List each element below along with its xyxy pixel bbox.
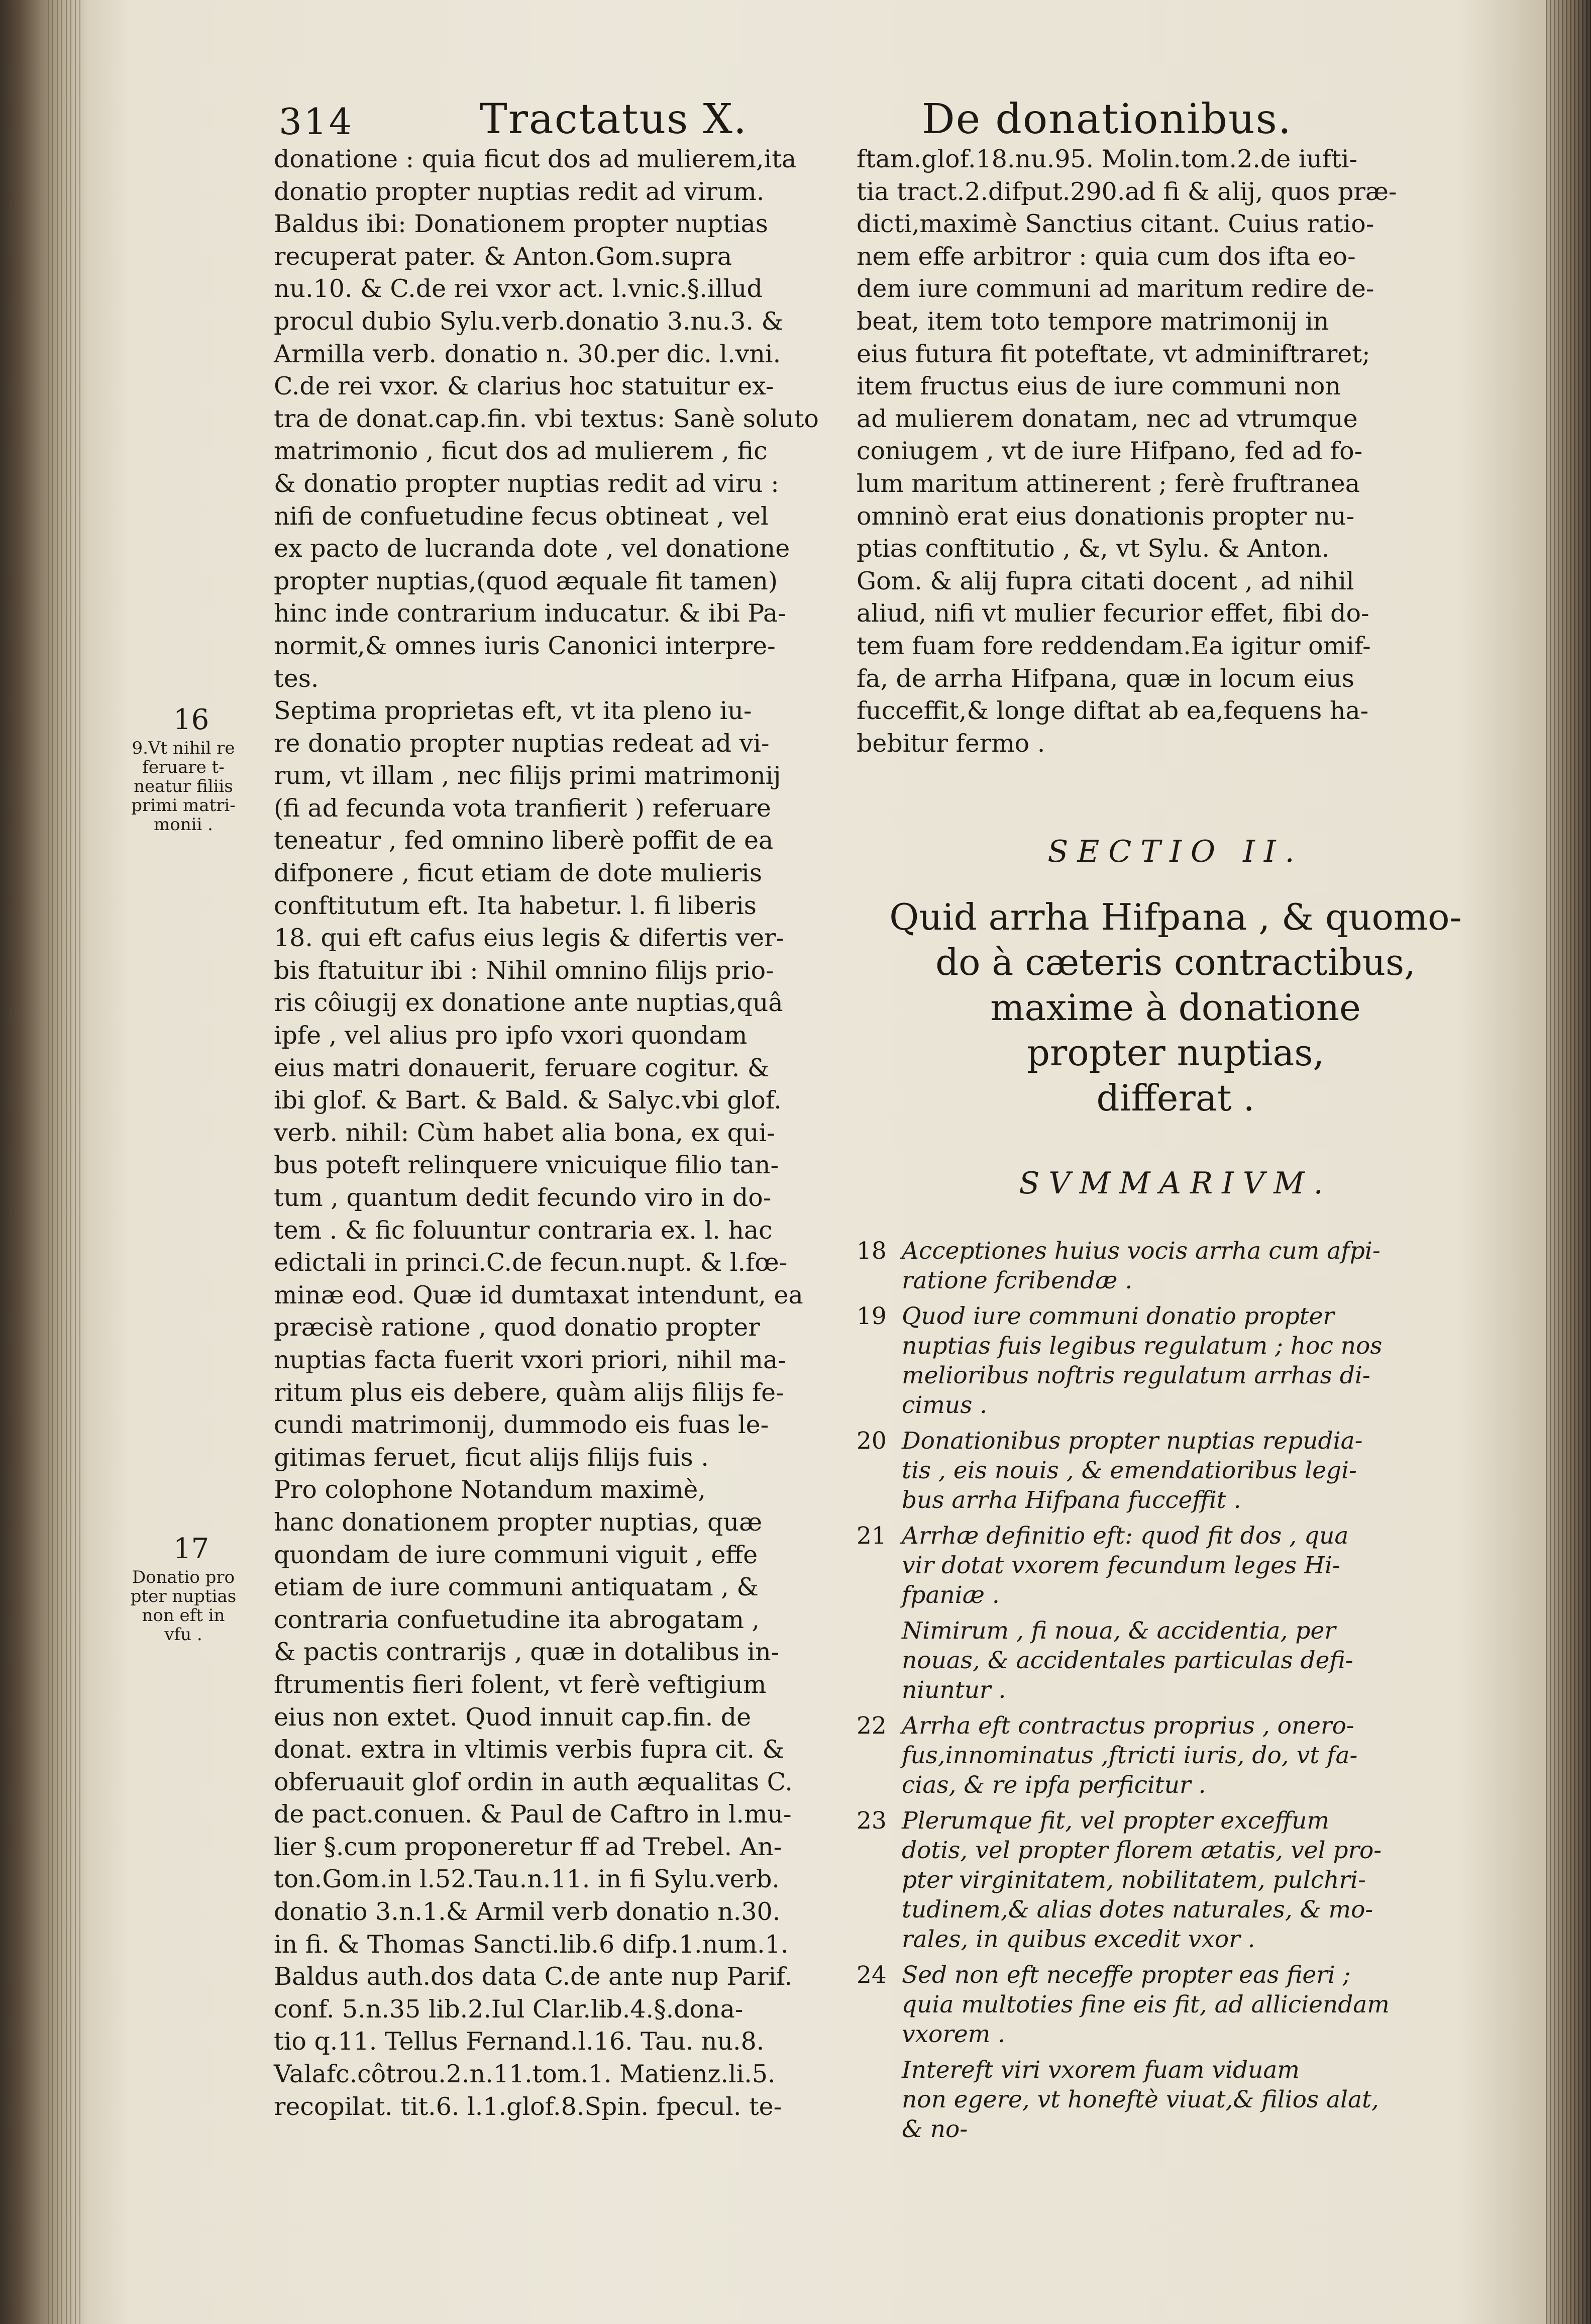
- text-line: C.de rei vxor. & clarius hoc statuitur ex-: [274, 372, 774, 401]
- summary-number: 22: [857, 1712, 887, 1740]
- summary-number: 23: [857, 1807, 887, 1835]
- text-line: teneatur , fed omnino liberè poffit de ea: [274, 826, 774, 855]
- summary-line: & no-: [902, 2115, 968, 2143]
- text-line: Quid arrha Hifpana , & quomo-: [889, 896, 1462, 938]
- summary-line: ratione fcribendæ .: [902, 1267, 1133, 1294]
- book-page: [88, 30, 1545, 2306]
- text-line: maxime à donatione: [990, 986, 1361, 1029]
- summary-line: Donationibus propter nuptias repudia-: [902, 1427, 1363, 1455]
- text-line: fucceffit,& longe diftat ab ea,fequens ha-: [857, 696, 1369, 726]
- text-line: minæ eod. Quæ id dumtaxat intendunt, ea: [274, 1280, 803, 1309]
- summary-line: quia multoties fine eis fit, ad alliciendam: [902, 1991, 1390, 2018]
- summary-heading: SVMMARIVM.: [1019, 1166, 1332, 1201]
- text-line: obferuauit glof ordin in auth æqualitas C.: [274, 1767, 793, 1796]
- running-title-right: De donationibus.: [922, 95, 1292, 143]
- text-line: de pact.conuen. & Paul de Caftro in l.mu-: [274, 1800, 792, 1829]
- summary-line: Plerumque fit, vel propter exceffum: [902, 1807, 1329, 1835]
- text-line: tia tract.2.difput.290.ad fi & alij, quos præ-: [857, 177, 1397, 206]
- text-line: cundi matrimonij, dummodo eis fuas le-: [274, 1410, 769, 1440]
- text-line: & pactis contrarijs , quæ in dotalibus in-: [274, 1638, 780, 1667]
- summary-entry: [857, 1426, 1505, 1515]
- text-line: in fi. & Thomas Sancti.lib.6 difp.1.num.1.: [274, 1930, 789, 1959]
- summary-line: tudinem,& alias dotes naturales, & mo-: [902, 1896, 1373, 1924]
- text-line: differat .: [1096, 1077, 1255, 1119]
- summary-line: rales, in quibus excedit vxor .: [902, 1926, 1255, 1953]
- text-line: ftam.glof.18.nu.95. Molin.tom.2.de iufti-: [857, 145, 1358, 173]
- book-cover-edge: [1546, 0, 1591, 2324]
- text-line: tio q.11. Tellus Fernand.l.16. Tau. nu.8.: [274, 2027, 765, 2056]
- summary-entry: [857, 1616, 1505, 1705]
- text-line: donat. extra in vltimis verbis fupra cit. &: [274, 1735, 785, 1764]
- summary-line: fus,innominatus ,ftricti iuris, do, vt fa-: [902, 1742, 1358, 1769]
- text-line: ftrumentis fieri folent, vt ferè veftigium: [274, 1670, 767, 1699]
- text-line: eius non extet. Quod innuit cap.fin. de: [274, 1702, 752, 1732]
- summary-entry: [857, 1521, 1505, 1610]
- summary-line: Arrha eft contractus proprius , onero-: [902, 1712, 1354, 1740]
- text-line: nem effe arbitror : quia cum dos ifta eo-: [857, 242, 1356, 271]
- section-heading: SECTIO II.: [1047, 834, 1304, 869]
- text-line: etiam de iure communi antiquatam , &: [274, 1573, 759, 1602]
- text-line: dem iure communi ad maritum redire de-: [857, 274, 1374, 304]
- summary-line: vxorem .: [902, 2020, 1006, 2048]
- left-text-column: [274, 143, 892, 2123]
- text-line: (fi ad fecunda vota tranfierit ) referuare: [274, 793, 771, 823]
- summary-line: fpaniæ .: [902, 1581, 1000, 1609]
- text-line: bebitur fermo .: [857, 729, 1045, 758]
- text-line: gitimas feruet, ficut alijs filijs fuis .: [274, 1443, 709, 1472]
- summary-number: 21: [857, 1522, 887, 1550]
- summary-line: Acceptiones huius vocis arrha cum afpi-: [902, 1237, 1381, 1265]
- text-line: ris côiugij ex donatione ante nuptias,quâ: [274, 988, 783, 1018]
- text-line: rum, vt illam , nec filijs primi matrimonij: [274, 761, 781, 790]
- text-line: aliud, nifi vt mulier fecurior effet, fibi do-: [857, 599, 1369, 628]
- text-line: ton.Gom.in l.52.Tau.n.11. in fi Sylu.verb.: [274, 1865, 780, 1894]
- text-line: & donatio propter nuptias redit ad viru :: [274, 469, 779, 498]
- summary-line: niuntur .: [902, 1676, 1006, 1704]
- text-line: lum maritum attinerent ; ferè fruftranea: [857, 469, 1360, 498]
- summary-list: [857, 1236, 1505, 2150]
- text-line: donatio 3.n.1.& Armil verb donatio n.30.: [274, 1897, 781, 1927]
- summary-line: Sed non eft neceffe propter eas fieri ;: [902, 1961, 1351, 1989]
- text-line: nuptias facta fuerit vxori priori, nihil ma-: [274, 1345, 786, 1374]
- summary-number: [857, 1616, 902, 1705]
- text-line: beat, item toto tempore matrimonij in: [857, 307, 1329, 336]
- text-line: Pro colophone Notandum maximè,: [274, 1475, 706, 1504]
- margin-note-number: 17: [173, 1533, 209, 1565]
- summary-line: Nimirum , fi noua, & accidentia, per: [902, 1617, 1336, 1645]
- summary-line: bus arrha Hifpana fucceffit .: [902, 1486, 1241, 1514]
- text-line: ritum plus eis debere, quàm alijs filijs fe-: [274, 1378, 784, 1407]
- summary-line: non egere, vt honeftè viuat,& filios alat,: [902, 2086, 1379, 2113]
- text-line: ad mulierem donatam, nec ad vtrumque: [857, 404, 1358, 433]
- text-line: conftitutum eft. Ita habetur. l. fi liberis: [274, 891, 757, 920]
- summary-number: 18: [857, 1237, 887, 1265]
- summary-number: 19: [857, 1302, 887, 1330]
- text-line: item fructus eius de iure communi non: [857, 372, 1341, 401]
- margin-note: 9.Vt nihil re feruare t- neatur filiis primi matri- monii .: [131, 738, 236, 835]
- text-line: re donatio propter nuptias redeat ad vi-: [274, 729, 770, 758]
- margin-note-number: 16: [173, 703, 209, 736]
- text-line: Septima proprietas eft, vt ita pleno iu-: [274, 696, 752, 726]
- summary-entry: [857, 1711, 1505, 1800]
- text-line: do à cæteris contractibus,: [935, 941, 1416, 983]
- text-line: contraria confuetudine ita abrogatam ,: [274, 1605, 760, 1634]
- text-line: Valafc.côtrou.2.n.11.tom.1. Matienz.li.5.: [274, 2060, 776, 2089]
- margin-note: Donatio pro pter nuptias non eft in vfu .: [130, 1567, 237, 1645]
- right-text-column: [857, 143, 1495, 760]
- summary-entry: [857, 1301, 1505, 1420]
- text-line: nu.10. & C.de rei vxor act. l.vnic.§.illud: [274, 274, 763, 304]
- text-line: conf. 5.n.35 lib.2.Iul Clar.lib.4.§.dona-: [274, 1994, 744, 2024]
- summary-line: vir dotat vxorem fecundum leges Hi-: [902, 1552, 1340, 1579]
- section-title: [857, 894, 1495, 1121]
- text-line: tra de donat.cap.fin. vbi textus: Sanè soluto: [274, 404, 819, 433]
- summary-line: Arrhæ definitio eft: quod fit dos , qua: [902, 1522, 1349, 1550]
- summary-line: Quod iure communi donatio propter: [902, 1302, 1334, 1330]
- text-line: hinc inde contrarium inducatur. & ibi Pa-: [274, 599, 786, 628]
- summary-line: nouas, & accidentales particulas defi-: [902, 1647, 1353, 1674]
- summary-number: 20: [857, 1427, 887, 1455]
- text-line: bis ftatuitur ibi : Nihil omnino filijs prio-: [274, 956, 774, 985]
- text-line: donatione : quia ficut dos ad mulierem,ita: [274, 145, 797, 173]
- running-title-left: Tractatus X.: [480, 95, 748, 143]
- text-line: verb. nihil: Cùm habet alia bona, ex qui-: [274, 1118, 775, 1147]
- summary-line: tis , eis nouis , & emendatioribus legi-: [902, 1457, 1357, 1484]
- text-line: ibi glof. & Bart. & Bald. & Salyc.vbi glof.: [274, 1086, 782, 1115]
- summary-entry: [857, 1806, 1505, 1954]
- text-line: bus poteft relinquere vnicuique filio tan-: [274, 1151, 779, 1180]
- summary-number: 24: [857, 1961, 887, 1989]
- text-line: recopilat. tit.6. l.1.glof.8.Spin. fpecul. te-: [274, 2092, 782, 2121]
- summary-entry: [857, 1960, 1505, 2049]
- text-line: hanc donationem propter nuptias, quæ: [274, 1507, 763, 1537]
- page-number: 314: [279, 100, 354, 143]
- text-line: ex pacto de lucranda dote , vel donatione: [274, 534, 790, 563]
- text-line: ptias conftitutio , &, vt Sylu. & Anton.: [857, 534, 1330, 563]
- summary-line: dotis, vel propter florem ætatis, vel pro-: [902, 1837, 1382, 1864]
- summary-number: [857, 2055, 902, 2144]
- text-line: nifi de confuetudine fecus obtineat , vel: [274, 501, 769, 531]
- text-line: 18. qui eft cafus eius legis & difertis ver-: [274, 924, 785, 953]
- summary-entry: [857, 2055, 1505, 2144]
- text-line: omninò erat eius donationis propter nu-: [857, 501, 1355, 531]
- stacked-page-edges: [48, 0, 83, 2324]
- text-line: ipfe , vel alius pro ipfo vxori quondam: [274, 1021, 748, 1050]
- text-line: eius futura fit poteftate, vt adminiftraret;: [857, 339, 1370, 368]
- text-line: præcisè ratione , quod donatio propter: [274, 1313, 760, 1342]
- text-line: edictali in princi.C.de fecun.nupt. & l.fœ-: [274, 1248, 788, 1277]
- text-line: Baldus auth.dos data C.de ante nup Parif.: [274, 1962, 793, 1991]
- text-line: recuperat pater. & Anton.Gom.supra: [274, 242, 732, 271]
- text-line: quondam de iure communi viguit , effe: [274, 1540, 758, 1569]
- text-line: dicti,maximè Sanctius citant. Cuius ratio-: [857, 210, 1374, 239]
- text-line: tes.: [274, 664, 319, 693]
- text-line: propter nuptias,(quod æquale fit tamen): [274, 566, 778, 595]
- summary-line: nuptias fuis legibus regulatum ; hoc nos: [902, 1332, 1383, 1360]
- text-line: donatio propter nuptias redit ad virum.: [274, 177, 765, 206]
- text-line: tum , quantum dedit fecundo viro in do-: [274, 1183, 772, 1212]
- text-line: propter nuptias,: [1026, 1032, 1325, 1074]
- text-line: tem fuam fore reddendam.Ea igitur omif-: [857, 631, 1371, 660]
- summary-line: cias, & re ipfa perficitur .: [902, 1771, 1206, 1799]
- text-line: Baldus ibi: Donationem propter nuptias: [274, 210, 768, 239]
- text-line: eius matri donauerit, feruare cogitur. &: [274, 1053, 770, 1082]
- text-line: difponere , ficut etiam de dote mulieris: [274, 859, 762, 888]
- text-line: Gom. & alij fupra citati docent , ad nihil: [857, 566, 1354, 595]
- text-line: fa, de arrha Hifpana, quæ in locum eius: [857, 664, 1354, 693]
- summary-line: pter virginitatem, nobilitatem, pulchri-: [902, 1866, 1366, 1894]
- text-line: procul dubio Sylu.verb.donatio 3.nu.3. &: [274, 307, 784, 336]
- text-line: lier §.cum proponeretur ff ad Trebel. An-: [274, 1832, 782, 1861]
- text-line: matrimonio , ficut dos ad mulierem , fic: [274, 437, 768, 466]
- text-line: tem . & fic foluuntur contraria ex. l. hac: [274, 1216, 773, 1245]
- summary-line: Intereft viri vxorem fuam viduam: [902, 2056, 1300, 2084]
- text-line: Armilla verb. donatio n. 30.per dic. l.vni.: [274, 339, 781, 368]
- summary-entry: [857, 1236, 1505, 1295]
- summary-line: melioribus noftris regulatum arrhas di-: [902, 1362, 1370, 1389]
- summary-line: cimus .: [902, 1391, 988, 1419]
- text-line: normit,& omnes iuris Canonici interpre-: [274, 631, 776, 660]
- text-line: coniugem , vt de iure Hifpano, fed ad fo-: [857, 437, 1363, 466]
